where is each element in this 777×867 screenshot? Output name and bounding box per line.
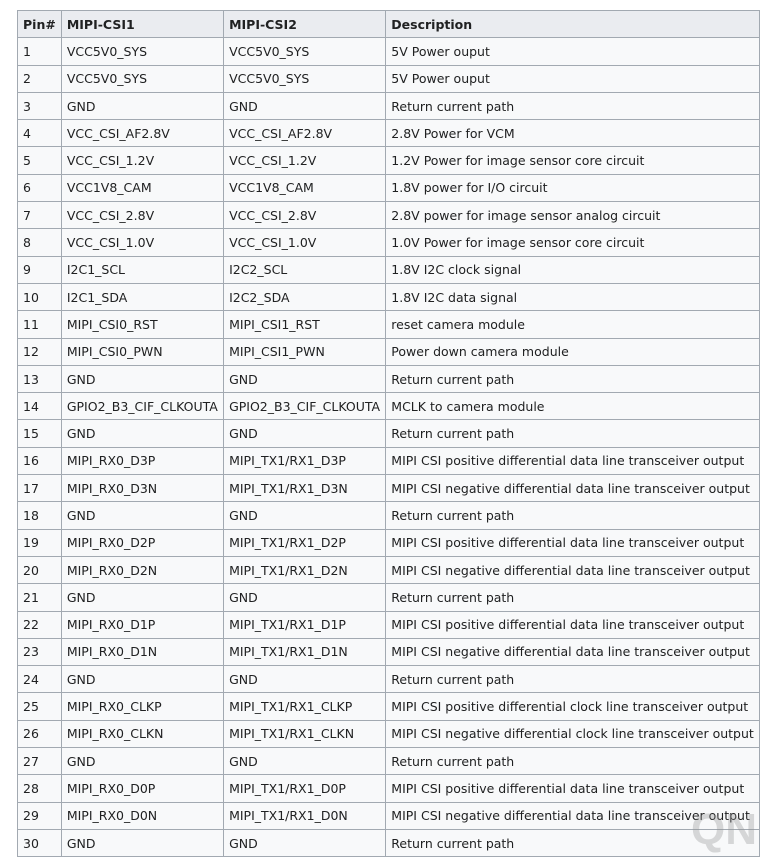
mipi-csi2-cell: MIPI_TX1/RX1_D3P	[224, 447, 386, 474]
mipi-csi1-cell: MIPI_RX0_D1P	[61, 611, 223, 638]
mipi-csi1-cell: GND	[61, 829, 223, 856]
header-mipi-csi2: MIPI-CSI2	[224, 11, 386, 38]
mipi-csi1-cell: VCC_CSI_1.0V	[61, 229, 223, 256]
mipi-csi1-cell: I2C1_SDA	[61, 283, 223, 310]
table-row	[18, 475, 760, 502]
mipi-csi2-cell: MIPI_TX1/RX1_D2N	[224, 556, 386, 583]
mipi-csi1-cell: GND	[61, 420, 223, 447]
pin-cell: 21	[18, 584, 62, 611]
table-row	[18, 529, 760, 556]
mipi-csi2-cell: MIPI_TX1/RX1_D1N	[224, 638, 386, 665]
mipi-csi1-cell: MIPI_CSI0_PWN	[61, 338, 223, 365]
mipi-csi2-cell: VCC_CSI_1.2V	[224, 147, 386, 174]
header-description: Description	[386, 11, 760, 38]
description-cell: 1.8V power for I/O circuit	[386, 174, 760, 201]
header-mipi-csi1: MIPI-CSI1	[61, 11, 223, 38]
mipi-csi1-cell: VCC5V0_SYS	[61, 65, 223, 92]
pin-cell: 22	[18, 611, 62, 638]
pin-cell: 30	[18, 829, 62, 856]
pin-cell: 17	[18, 475, 62, 502]
table-row	[18, 748, 760, 775]
description-cell: MIPI CSI negative differential data line transceiver output	[386, 802, 760, 829]
description-cell: MIPI CSI negative differential data line transceiver output	[386, 475, 760, 502]
table-row	[18, 611, 760, 638]
mipi-csi1-cell: MIPI_RX0_D3N	[61, 475, 223, 502]
table-row	[18, 802, 760, 829]
description-cell: 5V Power ouput	[386, 65, 760, 92]
table-row	[18, 283, 760, 310]
table-row	[18, 420, 760, 447]
mipi-csi1-cell: MIPI_RX0_D1N	[61, 638, 223, 665]
description-cell: MIPI CSI positive differential data line transceiver output	[386, 447, 760, 474]
description-cell: MIPI CSI positive differential data line transceiver output	[386, 611, 760, 638]
table-row	[18, 202, 760, 229]
pin-cell: 4	[18, 120, 62, 147]
pin-cell: 13	[18, 365, 62, 392]
table-header-row	[18, 11, 760, 38]
mipi-csi1-cell: MIPI_CSI0_RST	[61, 311, 223, 338]
description-cell: MIPI CSI positive differential data line transceiver output	[386, 775, 760, 802]
description-cell: MIPI CSI positive differential data line transceiver output	[386, 529, 760, 556]
description-cell: MIPI CSI negative differential clock line transceiver output	[386, 720, 760, 747]
table-row	[18, 174, 760, 201]
description-cell: Return current path	[386, 365, 760, 392]
table-row	[18, 502, 760, 529]
mipi-csi1-cell: VCC1V8_CAM	[61, 174, 223, 201]
pin-cell: 19	[18, 529, 62, 556]
pin-cell: 26	[18, 720, 62, 747]
pin-cell: 12	[18, 338, 62, 365]
pin-cell: 5	[18, 147, 62, 174]
mipi-csi1-cell: GND	[61, 92, 223, 119]
mipi-csi1-cell: MIPI_RX0_D0P	[61, 775, 223, 802]
mipi-csi2-cell: GND	[224, 584, 386, 611]
mipi-csi2-cell: MIPI_TX1/RX1_D1P	[224, 611, 386, 638]
description-cell: Return current path	[386, 748, 760, 775]
table-row	[18, 393, 760, 420]
pin-cell: 16	[18, 447, 62, 474]
mipi-csi2-cell: GND	[224, 829, 386, 856]
mipi-csi2-cell: VCC1V8_CAM	[224, 174, 386, 201]
mipi-csi1-cell: VCC_CSI_1.2V	[61, 147, 223, 174]
pin-cell: 20	[18, 556, 62, 583]
mipi-csi1-cell: MIPI_RX0_D2P	[61, 529, 223, 556]
mipi-csi1-cell: GND	[61, 584, 223, 611]
table-row	[18, 720, 760, 747]
table-row	[18, 92, 760, 119]
mipi-csi2-cell: VCC5V0_SYS	[224, 65, 386, 92]
mipi-csi2-cell: MIPI_CSI1_PWN	[224, 338, 386, 365]
mipi-csi2-cell: MIPI_TX1/RX1_D0P	[224, 775, 386, 802]
pin-cell: 18	[18, 502, 62, 529]
table-row	[18, 65, 760, 92]
table-row	[18, 120, 760, 147]
table-row	[18, 447, 760, 474]
description-cell: MIPI CSI negative differential data line transceiver output	[386, 638, 760, 665]
mipi-csi2-cell: MIPI_TX1/RX1_D2P	[224, 529, 386, 556]
pinout-table	[17, 10, 760, 857]
pin-cell: 24	[18, 666, 62, 693]
description-cell: Return current path	[386, 666, 760, 693]
pin-cell: 3	[18, 92, 62, 119]
description-cell: Return current path	[386, 92, 760, 119]
pin-cell: 8	[18, 229, 62, 256]
mipi-csi2-cell: GND	[224, 666, 386, 693]
description-cell: Power down camera module	[386, 338, 760, 365]
pin-cell: 23	[18, 638, 62, 665]
mipi-csi1-cell: GND	[61, 365, 223, 392]
table-row	[18, 829, 760, 856]
description-cell: MIPI CSI negative differential data line transceiver output	[386, 556, 760, 583]
table-row	[18, 256, 760, 283]
mipi-csi2-cell: MIPI_TX1/RX1_D3N	[224, 475, 386, 502]
mipi-csi2-cell: GND	[224, 92, 386, 119]
description-cell: 5V Power ouput	[386, 38, 760, 65]
description-cell: Return current path	[386, 420, 760, 447]
table-row	[18, 229, 760, 256]
mipi-csi1-cell: GND	[61, 748, 223, 775]
description-cell: reset camera module	[386, 311, 760, 338]
table-row	[18, 556, 760, 583]
mipi-csi1-cell: MIPI_RX0_D0N	[61, 802, 223, 829]
mipi-csi1-cell: GND	[61, 502, 223, 529]
description-cell: MCLK to camera module	[386, 393, 760, 420]
mipi-csi2-cell: MIPI_TX1/RX1_CLKP	[224, 693, 386, 720]
pin-cell: 11	[18, 311, 62, 338]
pin-cell: 2	[18, 65, 62, 92]
table-row	[18, 311, 760, 338]
header-pin: Pin#	[18, 11, 62, 38]
pin-cell: 1	[18, 38, 62, 65]
description-cell: Return current path	[386, 502, 760, 529]
mipi-csi2-cell: I2C2_SCL	[224, 256, 386, 283]
pin-cell: 9	[18, 256, 62, 283]
description-cell: 1.0V Power for image sensor core circuit	[386, 229, 760, 256]
pin-cell: 28	[18, 775, 62, 802]
mipi-csi2-cell: GPIO2_B3_CIF_CLKOUTA	[224, 393, 386, 420]
mipi-csi2-cell: MIPI_TX1/RX1_CLKN	[224, 720, 386, 747]
mipi-csi2-cell: GND	[224, 420, 386, 447]
description-cell: 2.8V power for image sensor analog circuit	[386, 202, 760, 229]
mipi-csi1-cell: MIPI_RX0_CLKN	[61, 720, 223, 747]
table-row	[18, 693, 760, 720]
description-cell: 2.8V Power for VCM	[386, 120, 760, 147]
description-cell: Return current path	[386, 584, 760, 611]
mipi-csi2-cell: GND	[224, 502, 386, 529]
description-cell: MIPI CSI positive differential clock line transceiver output	[386, 693, 760, 720]
mipi-csi1-cell: MIPI_RX0_D2N	[61, 556, 223, 583]
pin-cell: 7	[18, 202, 62, 229]
description-cell: 1.8V I2C clock signal	[386, 256, 760, 283]
description-cell: 1.8V I2C data signal	[386, 283, 760, 310]
mipi-csi1-cell: VCC_CSI_AF2.8V	[61, 120, 223, 147]
table-row	[18, 338, 760, 365]
pin-cell: 25	[18, 693, 62, 720]
mipi-csi2-cell: GND	[224, 365, 386, 392]
table-row	[18, 775, 760, 802]
mipi-csi1-cell: MIPI_RX0_CLKP	[61, 693, 223, 720]
mipi-csi1-cell: VCC5V0_SYS	[61, 38, 223, 65]
table-row	[18, 638, 760, 665]
mipi-csi2-cell: VCC_CSI_1.0V	[224, 229, 386, 256]
pin-cell: 27	[18, 748, 62, 775]
mipi-csi2-cell: VCC_CSI_AF2.8V	[224, 120, 386, 147]
table-row	[18, 584, 760, 611]
watermark-logo: QN	[691, 805, 757, 854]
pin-cell: 15	[18, 420, 62, 447]
mipi-csi1-cell: VCC_CSI_2.8V	[61, 202, 223, 229]
mipi-csi1-cell: I2C1_SCL	[61, 256, 223, 283]
table-row	[18, 38, 760, 65]
table-row	[18, 147, 760, 174]
pin-cell: 6	[18, 174, 62, 201]
mipi-csi1-cell: GND	[61, 666, 223, 693]
pin-cell: 10	[18, 283, 62, 310]
mipi-csi2-cell: GND	[224, 748, 386, 775]
mipi-csi2-cell: MIPI_CSI1_RST	[224, 311, 386, 338]
pin-cell: 14	[18, 393, 62, 420]
mipi-csi2-cell: VCC5V0_SYS	[224, 38, 386, 65]
mipi-csi1-cell: GPIO2_B3_CIF_CLKOUTA	[61, 393, 223, 420]
mipi-csi1-cell: MIPI_RX0_D3P	[61, 447, 223, 474]
mipi-csi2-cell: VCC_CSI_2.8V	[224, 202, 386, 229]
description-cell: Return current path	[386, 829, 760, 856]
table-row	[18, 666, 760, 693]
mipi-csi2-cell: MIPI_TX1/RX1_D0N	[224, 802, 386, 829]
table-row	[18, 365, 760, 392]
pin-cell: 29	[18, 802, 62, 829]
mipi-csi2-cell: I2C2_SDA	[224, 283, 386, 310]
description-cell: 1.2V Power for image sensor core circuit	[386, 147, 760, 174]
